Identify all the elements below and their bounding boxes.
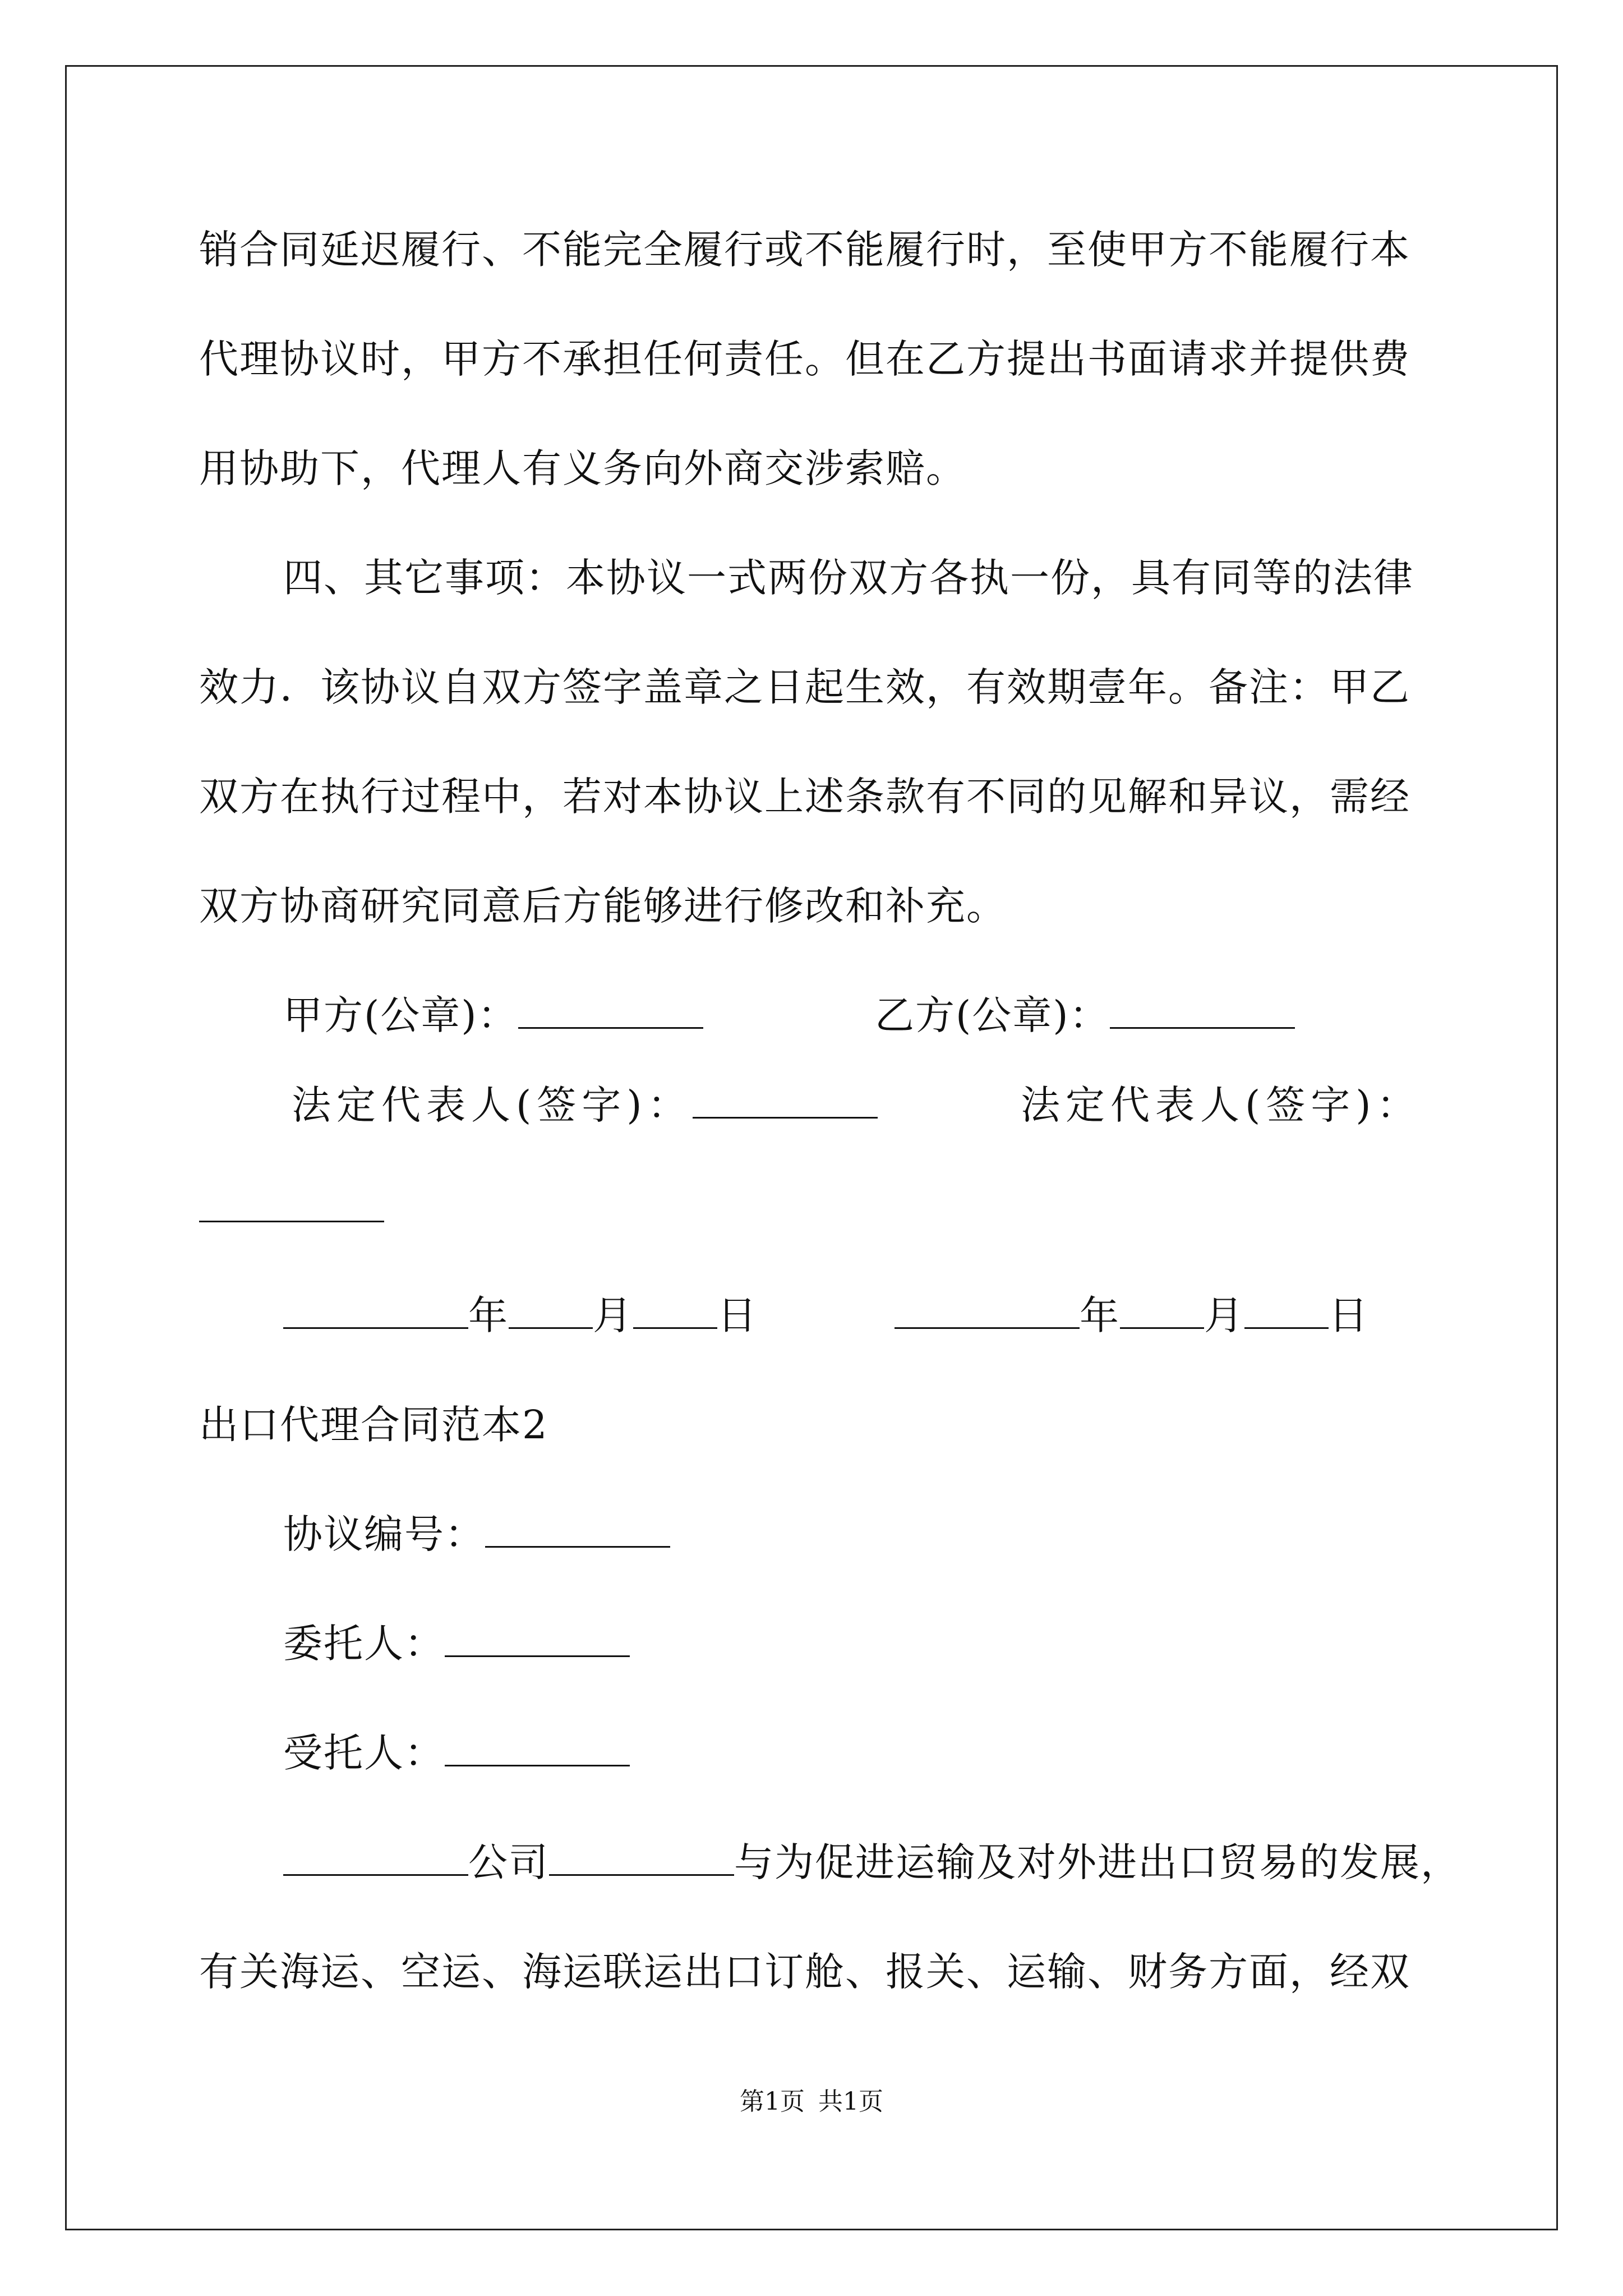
date-a-year: 年 xyxy=(468,1292,509,1338)
agent-line xyxy=(283,1728,630,1778)
date-b-month-blank[interactable] xyxy=(1120,1291,1204,1329)
date-a-day-blank[interactable] xyxy=(633,1291,717,1329)
text-line-4: 四、其它事项：本协议一式两份双方各执一份，具有同等的法律 xyxy=(283,555,1414,601)
party-name-blank[interactable] xyxy=(549,1838,734,1876)
page-total: 共1页 xyxy=(818,2087,883,2116)
date-a-month-blank[interactable] xyxy=(509,1291,593,1329)
party-a-seal-blank[interactable] xyxy=(518,991,703,1029)
page-border xyxy=(65,65,1558,2230)
intro-tail: 与为促进运输及对外进出口贸易的发展， xyxy=(734,1839,1461,1885)
text-line-2: 代理协议时，甲方不承担任何责任。但在乙方提出书面请求并提供费 xyxy=(199,336,1410,382)
page-footer xyxy=(0,2081,1623,2117)
company-label: 公司 xyxy=(468,1839,549,1885)
agreement-number-label: 协议编号： xyxy=(283,1511,485,1557)
date-a xyxy=(283,1290,758,1341)
date-a-day: 日 xyxy=(717,1292,758,1338)
agent-label: 受托人： xyxy=(283,1730,445,1776)
party-a-seal-line xyxy=(283,990,703,1041)
text-line-6: 双方在执行过程中，若对本协议上述条款有不同的见解和异议，需经 xyxy=(199,774,1410,820)
company-name-blank[interactable] xyxy=(283,1838,468,1876)
page-number: 第1页 xyxy=(740,2087,805,2116)
principal-label: 委托人： xyxy=(283,1621,445,1667)
date-b-year-blank[interactable] xyxy=(895,1291,1080,1329)
date-b-month: 月 xyxy=(1204,1292,1244,1338)
rep-a-line xyxy=(292,1080,878,1130)
date-b-day: 日 xyxy=(1329,1292,1369,1338)
intro-line-1 xyxy=(283,1837,1461,1888)
text-line-3: 用协助下，代理人有义务向外商交涉索赔。 xyxy=(199,445,966,491)
party-b-seal-label: 乙方(公章)： xyxy=(875,992,1110,1038)
text-line-1: 销合同延迟履行、不能完全履行或不能履行时，至使甲方不能履行本 xyxy=(199,227,1410,273)
date-b-day-blank[interactable] xyxy=(1244,1291,1329,1329)
intro-line-2: 有关海运、空运、海运联运出口订舱、报关、运输、财务方面，经双 xyxy=(199,1949,1410,1995)
rep-a-label: 法定代表人(签字)： xyxy=(292,1082,693,1128)
party-a-seal-label: 甲方(公章)： xyxy=(283,992,518,1038)
text-line-5: 效力．该协议自双方签字盖章之日起生效，有效期壹年。备注：甲乙 xyxy=(199,664,1410,710)
rep-a-blank[interactable] xyxy=(693,1081,878,1119)
text-line-7: 双方协商研究同意后方能够进行修改和补充。 xyxy=(199,883,1007,929)
rep-b-line xyxy=(1021,1080,1422,1130)
agent-blank[interactable] xyxy=(445,1729,630,1766)
rep-b-blank-line xyxy=(199,1184,384,1234)
date-a-year-blank[interactable] xyxy=(283,1291,468,1329)
agreement-number-line xyxy=(283,1509,670,1559)
principal-line xyxy=(283,1618,630,1669)
date-a-month: 月 xyxy=(593,1292,633,1338)
party-b-seal-blank[interactable] xyxy=(1110,991,1295,1029)
agreement-number-blank[interactable] xyxy=(485,1510,670,1548)
party-b-seal-line xyxy=(875,990,1295,1041)
rep-b-blank[interactable] xyxy=(199,1185,384,1222)
date-b-year: 年 xyxy=(1080,1292,1120,1338)
rep-b-label: 法定代表人(签字)： xyxy=(1021,1082,1422,1128)
contract2-title: 出口代理合同范本2 xyxy=(199,1402,548,1448)
date-b xyxy=(895,1290,1369,1341)
principal-blank[interactable] xyxy=(445,1619,630,1657)
